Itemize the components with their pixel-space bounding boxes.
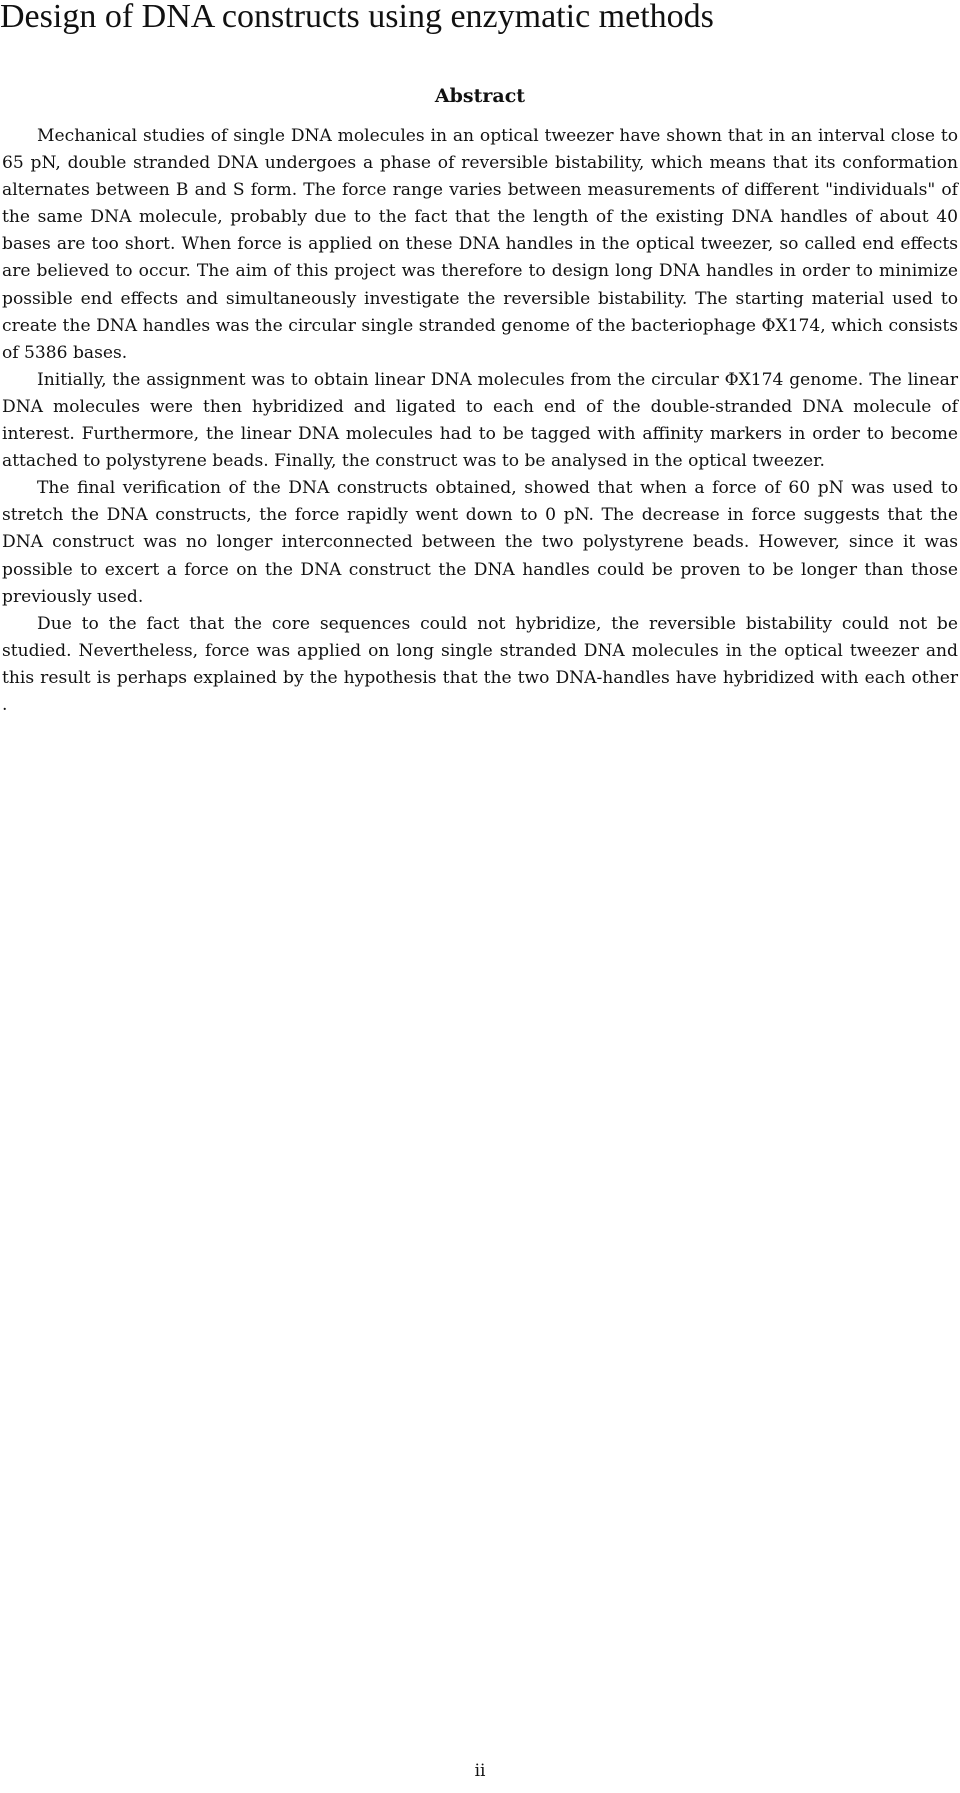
abstract-paragraph-2: Initially, the assignment was to obtain linear DNA molecules from the circular ΦX174 genome. The linear DNA molecules were then hybridized and ligated to each end of the double-stranded DNA molecule of interest. Furthermore, the linear DNA molecules had to be tagged with affinity markers in order to become attached to polystyrene beads. Finally, the construct was to be analysed in the optical tweezer. — [2, 369, 958, 472]
page-title: Design of DNA constructs using enzymatic methods — [0, 0, 714, 35]
abstract-paragraph-3: The final verification of the DNA constructs obtained, showed that when a force of 60 pN was used to stretch the DNA constructs, the force rapidly went down to 0 pN. The decrease in force suggests that the DNA construct was no longer interconnected between the two polystyrene beads. However, since it was possible to excert a force on the DNA construct the DNA handles could be proven to be longer than those previously used. — [2, 478, 958, 607]
page-number: ii — [474, 1761, 486, 1781]
abstract-body — [2, 123, 958, 719]
abstract-paragraph-4: Due to the fact that the core sequences could not hybridize, the reversible bistability could not be studied. Nevertheless, force was applied on long single stranded DNA molecules in the optical tweezer and this result is perhaps explained by the hypothesis that the two DNA-handles have hybridized with each other . — [2, 613, 958, 715]
abstract-paragraph-1: Mechanical studies of single DNA molecules in an optical tweezer have shown that in an interval close to 65 pN, double stranded DNA undergoes a phase of reversible bistability, which means that its conformation alternates between B and S form. The force range varies between measurements of different "individuals" of the same DNA molecule, probably due to the fact that the length of the existing DNA handles of about 40 bases are too short. When force is applied on these DNA handles in the optical tweezer, so called end effects are believed to occur. The aim of this project was therefore to design long DNA handles in order to minimize possible end effects and simultaneously investigate the reversible bistability. The starting material used to create the DNA handles was the circular single stranded genome of the bacteriophage ΦX174, which consists of 5386 bases. — [2, 126, 958, 363]
abstract-heading: Abstract — [434, 85, 526, 107]
